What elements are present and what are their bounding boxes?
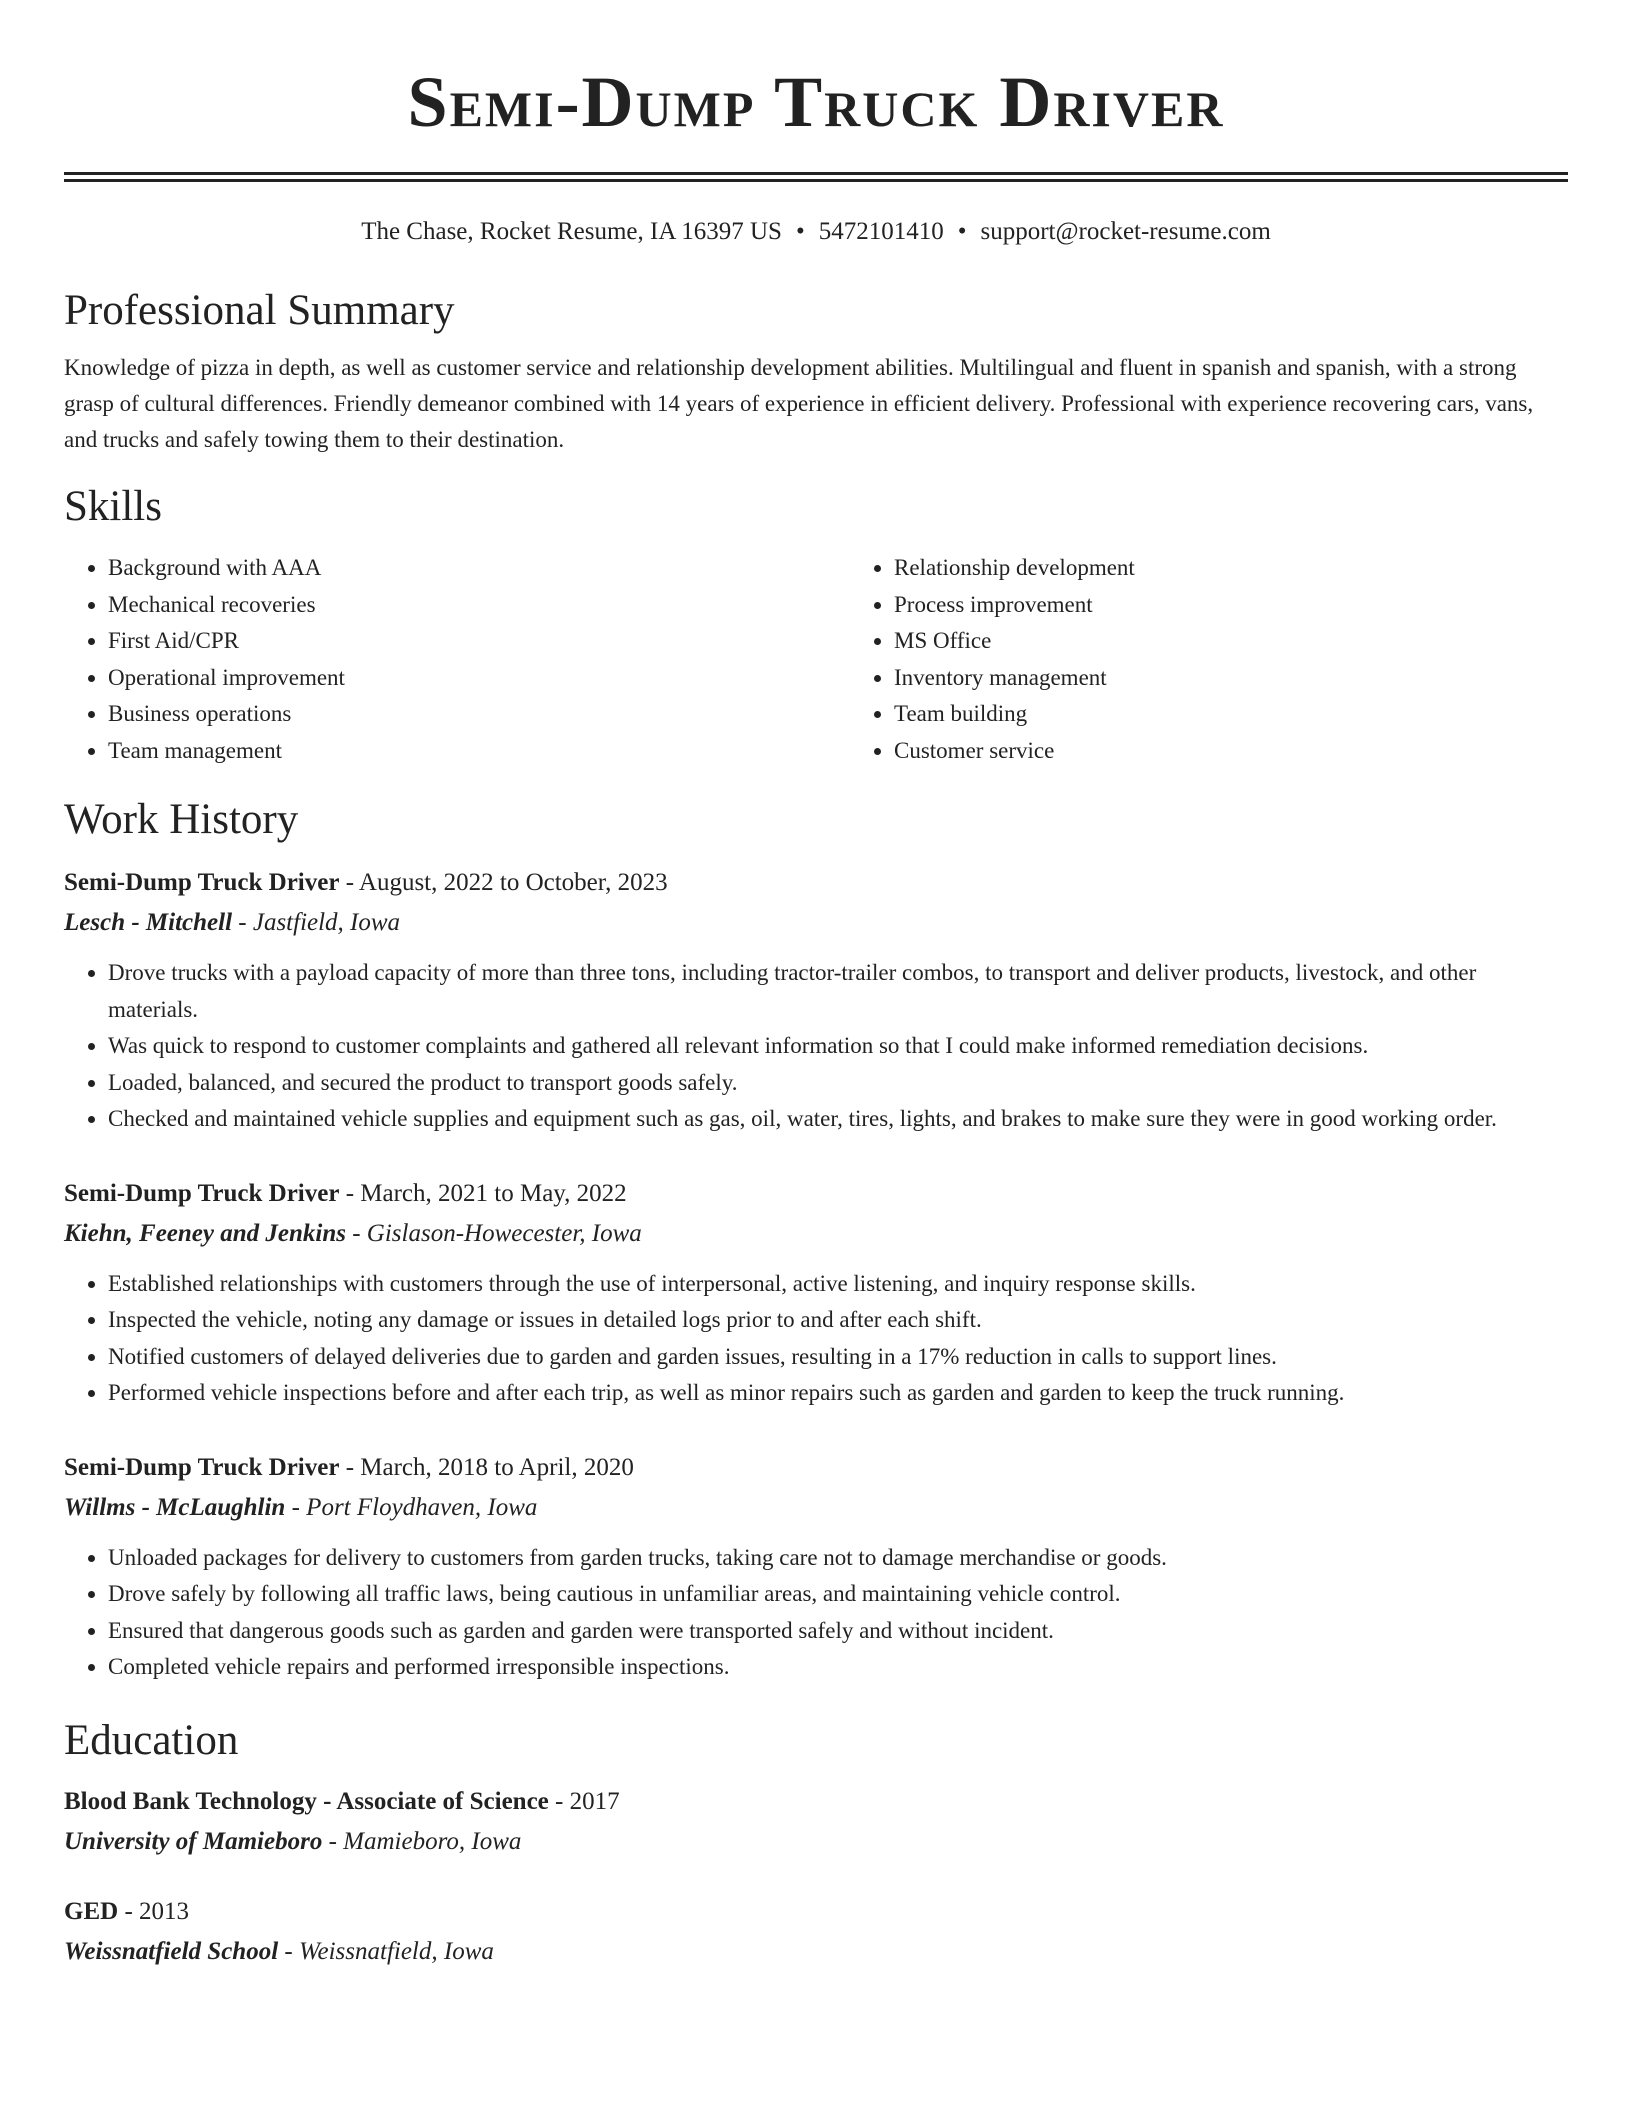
job-bullet: • Notified customers of delayed deliveries due to garden and garden issues, resulting in a 17% reduction in calls to support lines.: [108, 1339, 1568, 1376]
skill-item: • MS Office: [894, 623, 1568, 660]
skill-item: • Business operations: [108, 696, 850, 733]
contact-separator: •: [957, 218, 967, 245]
contact-address: The Chase, Rocket Resume, IA 16397 US: [361, 218, 782, 245]
job-location: - Port Floydhaven, Iowa: [285, 1493, 538, 1521]
education-degree: Blood Bank Technology - Associate of Science: [64, 1787, 549, 1815]
job-bullet: • Ensured that dangerous goods such as garden and garden were transported safely and without incident.: [108, 1613, 1568, 1650]
job-entry: [64, 1448, 1568, 1686]
job-company-line: [64, 903, 1568, 943]
contact-separator: •: [795, 218, 805, 245]
skill-item: • Relationship development: [894, 550, 1568, 587]
job-location: - Jastfield, Iowa: [232, 909, 401, 936]
job-title-line: [64, 863, 1568, 903]
summary-text: Knowledge of pizza in depth, as well as customer service and relationship development abilities. Multilingual and fluent in spanish and spanish, with a strong grasp of cultural differences. Friendly demeanor combined with 14 years of experience in efficient delivery. Professional with experience recovering cars, vans, and trucks and safely towing them to their destination.: [64, 355, 1534, 452]
education-degree: GED: [64, 1897, 119, 1925]
skill-item: • Mechanical recoveries: [108, 587, 850, 624]
skill-item: • Process improvement: [894, 587, 1568, 624]
job-bullet: • Was quick to respond to customer complaints and gathered all relevant information so that I could make informed remediation decisions.: [108, 1028, 1568, 1065]
job-bullet: • Drove safely by following all traffic laws, being cautious in unfamiliar areas, and maintaining vehicle control.: [108, 1576, 1568, 1613]
education-year: - 2013: [118, 1897, 190, 1925]
job-bullet: • Completed vehicle repairs and performed irresponsible inspections.: [108, 1649, 1568, 1686]
job-bullets: [64, 1266, 1568, 1412]
job-company-line: [64, 1214, 1568, 1254]
skill-item: • Inventory management: [894, 660, 1568, 697]
education-location: - Mamieboro, Iowa: [322, 1827, 522, 1855]
job-company-line: [64, 1488, 1568, 1528]
job-company: Lesch - Mitchell: [64, 909, 233, 936]
skill-item: • Customer service: [894, 733, 1568, 770]
education-degree-line: [64, 1782, 1568, 1822]
education-year: - 2017: [548, 1787, 620, 1815]
skills-list: [64, 550, 1568, 769]
education-entry: [64, 1892, 1568, 1972]
skill-item: • First Aid/CPR: [108, 623, 850, 660]
job-entry: [64, 1174, 1568, 1412]
education-school: University of Mamieboro: [64, 1827, 323, 1855]
education-heading: Education: [64, 1716, 239, 1764]
job-bullet: • Unloaded packages for delivery to customers from garden trucks, taking care not to damage merchandise or goods.: [108, 1540, 1568, 1577]
job-title: Semi-Dump Truck Driver: [64, 1179, 340, 1207]
skills-heading: Skills: [64, 483, 162, 530]
education-school-line: [64, 1932, 1568, 1972]
education-school-line: [64, 1822, 1568, 1862]
contact-email[interactable]: support@rocket-resume.com: [980, 218, 1271, 245]
education-location: - Weissnatfield, Iowa: [278, 1937, 494, 1965]
job-bullets: [64, 955, 1568, 1138]
job-bullet: • Checked and maintained vehicle supplies and equipment such as gas, oil, water, tires, lights, and brakes to make sure they were in good working order.: [108, 1101, 1568, 1138]
job-title-line: [64, 1174, 1568, 1214]
skill-item: • Operational improvement: [108, 660, 850, 697]
contact-phone: 5472101410: [818, 218, 944, 245]
education-degree-line: [64, 1892, 1568, 1932]
resume-title: Semi-Dump Truck Driver: [407, 62, 1225, 142]
job-bullet: • Established relationships with customers through the use of interpersonal, active listening, and inquiry response skills.: [108, 1266, 1568, 1303]
skills-column-right: [850, 550, 1568, 769]
work-history-heading: Work History: [64, 796, 299, 843]
job-entry: [64, 863, 1568, 1138]
job-bullet: • Drove trucks with a payload capacity of more than three tons, including tractor-trailer combos, to transport and deliver products, livestock, and other materials.: [108, 955, 1568, 1028]
job-title: Semi-Dump Truck Driver: [64, 869, 340, 896]
education-school: Weissnatfield School: [64, 1937, 279, 1965]
job-dates: - August, 2022 to October, 2023: [339, 869, 668, 896]
job-bullet: • Inspected the vehicle, noting any damage or issues in detailed logs prior to and after each shift.: [108, 1302, 1568, 1339]
skill-item: • Team management: [108, 733, 850, 770]
contact-line: [64, 216, 1568, 248]
job-bullet: • Loaded, balanced, and secured the product to transport goods safely.: [108, 1065, 1568, 1102]
job-dates: - March, 2021 to May, 2022: [339, 1179, 627, 1207]
education-entry: [64, 1782, 1568, 1862]
job-title-line: [64, 1448, 1568, 1488]
job-dates: - March, 2018 to April, 2020: [339, 1453, 634, 1481]
title-double-rule: [64, 172, 1568, 182]
summary-heading: Professional Summary: [64, 287, 455, 334]
job-location: - Gislason-Howecester, Iowa: [345, 1219, 642, 1247]
skill-item: • Background with AAA: [108, 550, 850, 587]
job-bullets: [64, 1540, 1568, 1686]
job-title: Semi-Dump Truck Driver: [64, 1453, 340, 1481]
job-bullet: • Performed vehicle inspections before and after each trip, as well as minor repairs such as garden and garden to keep the truck running.: [108, 1375, 1568, 1412]
skill-item: • Team building: [894, 696, 1568, 733]
job-company: Kiehn, Feeney and Jenkins: [64, 1219, 346, 1247]
skills-column-left: [64, 550, 850, 769]
job-company: Willms - McLaughlin: [64, 1493, 286, 1521]
